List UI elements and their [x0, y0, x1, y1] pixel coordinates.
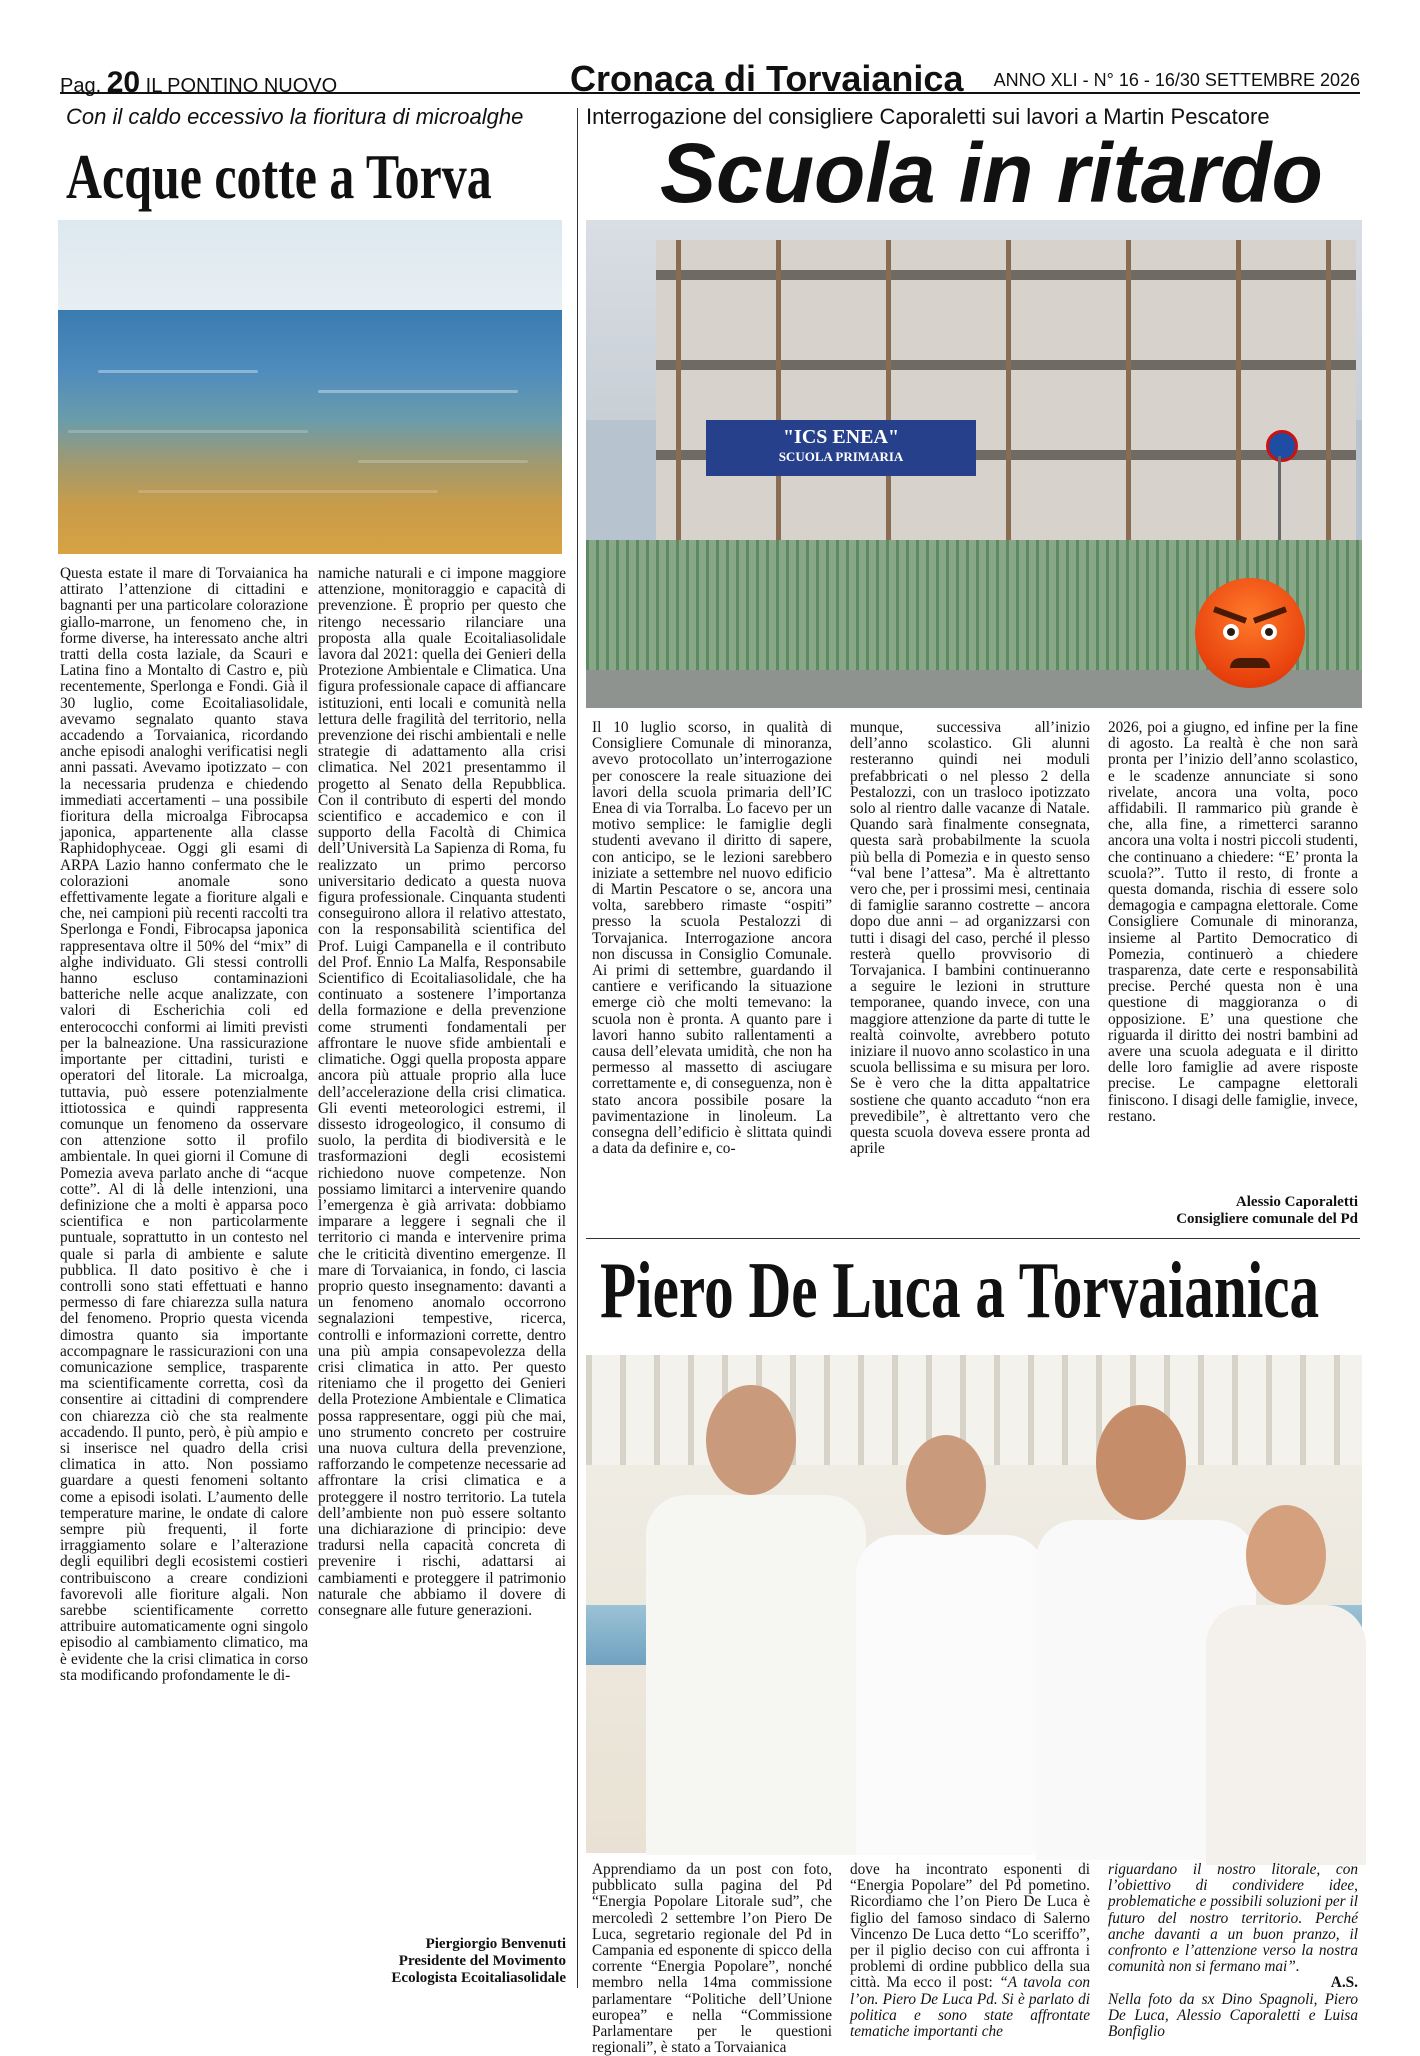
article1-author: Piergiorgio Benvenuti [425, 1936, 566, 1952]
article2-column-3 [1108, 720, 1358, 1188]
column-divider [577, 108, 578, 1988]
issue-info: ANNO XLI - N° 16 - 16/30 SETTEMBRE 2026 [993, 70, 1360, 90]
article2-column-1 [592, 720, 832, 1232]
article2-title: Scuola in ritardo [660, 126, 1323, 220]
article2-author-role: Consigliere comunale del Pd [1176, 1211, 1358, 1227]
pag-label: Pag. [60, 75, 102, 97]
article3-text-1: Apprendiamo da un post con foto, pubblicato sulla pagina del Pd “Energia Popolare Litorale sud”, che mercoledì 2 settembre l’on Piero De Luca, segretario regionale del Pd in Campania ed esponente di spicco della corrente “Energia Popolare”, nonché membro nella 14ma commissione parlamentare “Politiche dell’Unione europea” e nella “Commissione Parlamentare per le questioni regionali”, è stato a Torvaianica [592, 1861, 832, 2056]
section-title: Cronaca di Torvaianica [570, 58, 964, 99]
article2-column-2 [850, 720, 1090, 1232]
article3-column-1 [592, 1861, 832, 2056]
article3-column-3 [1108, 1861, 1358, 2041]
page-header [60, 58, 1360, 99]
article2-author: Alessio Caporaletti [1235, 1194, 1358, 1210]
article2-signature [1108, 1194, 1358, 1228]
photo-caption: Nella foto da sx Dino Spagnoli, Piero De Luca, Alessio Caporaletti e Luisa Bonfiglio [1108, 1990, 1358, 2041]
article2-text-2: munque, successiva all’inizio dell’anno scolastico. Gli alunni resteranno quindi nei moduli prefabbricati o nel plesso 2 della Pestalozzi, con un trasloco ipotizzato solo al rientro dalle vacanze di Natale. Quando sarà finalmente consegnata, questa sarà probabilmente la scuola più bella di Pomezia e in questo senso “val bene l’attesa”. Ma è altrettanto vero che, per i prossimi mesi, centinaia di famiglie saranno costrette – ancora dopo due anni – ad organizzarsi con tutti i disagi del caso, perché il plesso resterà quello provvisorio di Torvajanica. I bambini continueranno a seguire le lezioni in strutture temporanee, quando invece, con una maggiore attenzione da parte di tutte le realtà coinvolte, avrebbero potuto iniziare il nuovo anno scolastico in una scuola bellissima e su misura per loro. Se è vero che la ditta appaltatrice sostiene che quanto accaduto “non era prevedibile”, è altrettanto vero che questa scuola doveva essere pronta ad aprile [850, 719, 1090, 1158]
article3-column-2 [850, 1861, 1091, 2041]
school-sign: "ICS ENEA" SCUOLA PRIMARIA [706, 420, 976, 476]
article1-text-1: Questa estate il mare di Torvaianica ha attirato l’attenzione di cittadini e bagnanti per una particolare colorazione giallo-marrone, un fenomeno che, in forme diverse, ha interessato anche altri tratti della costa laziale, da Scauri e Latina fino a Montalto di Castro e, più recentemente, Sperlonga e Fondi. Già il 30 luglio, come Ecoitaliasolidale, avevamo segnalato quanto stava accadendo a Torvaianica, ricordando anche episodi analoghi verificatisi negli anni passati. Avevamo ipotizzato – con la necessaria prudenza e chiedendo immediati accertamenti – una possibile fioritura della microalga Fibrocapsa japonica, appartenente alla classe Raphidophyceae. Oggi gli esami di ARPA Lazio hanno confermato che le colorazioni anomale sono effettivamente legate a fioriture algali e che, nei campioni più recenti raccolti tra Sperlonga e Fondi, Fibrocapsa japonica rappresentava oltre il 50% del “mix” di alghe individuato. Gli stessi controlli hanno escluso contaminazioni batteriche nelle acque analizzate, con valori di Escherichia coli ed enterococchi conformi ai limiti previsti per la balneazione. Una rassicurazione importante per cittadini, turisti e operatori del litorale. La microalga, tuttavia, può essere potenzialmente ittiotossica e quindi rappresenta comunque un fenomeno da osservare con attenzione sotto il profilo ambientale. In quei giorni il Comune di Pomezia aveva parlato anche di “acque cotte”. Al di là delle intenzioni, una definizione che a molti è apparsa poco scientifica e non particolarmente puntuale, soprattutto in un contesto nel quale si parla di ambiente e salute pubblica. Il dato positivo è che i controlli sono stati effettuati e hanno permesso di fare chiarezza sulla natura del fenomeno. Proprio questa vicenda dimostra quanto sia importante accompagnare le rassicurazioni con una comunicazione semplice, trasparente ma scientificamente corretta, così da consentire ai cittadini di comprendere con chiarezza ciò che sta realmente accadendo. Il punto, però, è più ampio e si inserisce nel quadro della crisi climatica in atto. Non possiamo guardare a questi fenomeni soltanto come a episodi isolati. L’aumento delle temperature marine, le ondate di calore sempre più frequenti, il forte irraggiamento solare e l’alterazione degli equilibri degli ecosistemi costieri contribuiscono a creare condizioni favorevoli alle fioriture algali. Non sarebbe scientificamente corretto attribuire automaticamente ogni singolo episodio al cambiamento climatico, ma è evidente che la crisi climatica in corso sta modificando profondamente le di- [60, 565, 308, 1684]
article3-text-3: riguardano il nostro litorale, con l’obiettivo di condividere idee, problematiche e possibili soluzioni per il futuro del nostro territorio. Perché anche davanti a un buon pranzo, il confronto e l’attenzione verso la nostra comunità non si fermano mai”. [1108, 1861, 1358, 1976]
article1-column-2 [318, 566, 566, 1926]
parking-sign-icon [1266, 430, 1298, 462]
article3-text-2: dove ha incontrato esponenti di “Energia Popolare” del Pd pometino. Ricordiamo che l’on Piero De Luca è figlio del famoso sindaco di Salerno Vincenzo De Luca detto “Lo sceriffo”, per il piglio deciso con cui affronta i problemi di ordine pubblico della sua città. Ma ecco il post: [850, 1861, 1090, 1992]
article1-title: Acque cotte a Torva [66, 141, 492, 212]
article1-text-2: namiche naturali e ci impone maggiore attenzione, monitoraggio e capacità di prevenzione. È proprio per questo che ritengo necessario rilanciare una proposta alla quale Ecoitaliasolidale lavora dal 2021: quella dei Genieri della Protezione Ambientale e Climatica. Una figura professionale capace di affiancare istituzioni, enti locali e comunità nella lettura delle fragilità del territorio, nella prevenzione dei rischi ambientali e nelle strategie di adattamento alla crisi climatica. Nel 2021 presentammo il progetto al Senato della Repubblica. Con il contributo di esperti del mondo scientifico e accademico e con il supporto della Facoltà di Chimica dell’Università La Sapienza di Roma, fu realizzato un primo percorso universitario dedicato a questa nuova figura professionale. Cinquanta studenti conseguirono allora il relativo attestato, con la responsabilità scientifica del Prof. Luigi Campanella e il contributo del Prof. Ennio La Malfa, Responsabile Scientifico di Ecoitaliasolidale, che ha continuato a sostenere l’importanza della formazione e della prevenzione come strumenti fondamentali per affrontare le nuove sfide ambientali e climatiche. Oggi quella proposta appare ancora più attuale proprio alla luce dell’accelerazione della crisi climatica. Gli eventi meteorologici estremi, il dissesto idrogeologico, il consumo di suolo, la perdita di biodiversità e le trasformazioni degli ecosistemi richiedono nuove competenze. Non possiamo limitarci a intervenire quando l’emergenza è già arrivata: dobbiamo imparare a leggere i segnali che il territorio ci manda e intervenire prima che le criticità diventino emergenze. Il mare di Torvaianica, in fondo, ci lascia proprio questo insegnamento: davanti a un fenomeno anomalo occorrono segnalazioni tempestive, ricerca, controlli e informazioni corrette, dentro una più ampia consapevolezza della crisi climatica in atto. Per questo riteniamo che il progetto dei Genieri della Protezione Ambientale e Climatica possa rappresentare, oggi più che mai, uno strumento concreto per costruire una nuova cultura della prevenzione, rafforzando le competenze necessarie ad affrontare la crisi climatica e a proteggere il nostro territorio. La tutela dell’ambiente non può essere soltanto una dichiarazione di principio: deve tradursi nella capacità concreta di prevenire i rischi, adattarsi ai cambiamenti e proteggere il patrimonio naturale che abbiamo il dovere di consegnare alle future generazioni. [318, 565, 566, 1619]
article1-author-role-1: Presidente del Movimento [398, 1953, 566, 1969]
article1-signature [318, 1936, 566, 1987]
article1-author-role-2: Ecologista Ecoitaliasolidale [391, 1970, 566, 1986]
page-number-block [60, 66, 337, 100]
article2-text-3: 2026, poi a giugno, ed infine per la fine di agosto. La realtà è che non sarà pronta per l’inizio dell’anno scolastico, e le scadenze annunciate si sono rivelate, ancora una volta, poco affidabili. Il rammarico più grande è che, alla fine, a rimetterci saranno ancora una volta i nostri piccoli studenti, che continuano a chiedere: “E’ pronta la scuola?”. Tutto il resto, di fronte a questa domanda, rischia di essere solo demagogia e campagna elettorale. Come Consigliere Comunale di minoranza, insieme al Partito Democratico di Pomezia, continuerò a chiedere trasparenza, date certe e responsabilità precise. Perché questa non è una questione di maggioranza o di opposizione. E’ una questione che riguarda il diritto dei nostri bambini ad avere una scuola adeguata e il diritto delle loro famiglie ad avere risposte precise. Le campagne elettorali finiscono. I disagi delle famiglie, invece, restano. [1108, 719, 1358, 1125]
group-photo [586, 1355, 1362, 1853]
article2-kicker: Interrogazione del consigliere Caporaletti sui lavori a Martin Pescatore [586, 104, 1270, 129]
article1-kicker: Con il caldo eccessivo la fioritura di microalghe [66, 104, 524, 129]
article3-post-quote: “A tavola con l’on. Piero De Luca Pd. Si è parlato di politica e sono state affrontate tematiche importanti che [850, 1974, 1091, 2041]
article3-title: Piero De Luca a Torvaianica [600, 1247, 1320, 1335]
article2-text-1: Il 10 luglio scorso, in qualità di Consigliere Comunale di minoranza, avevo protocollato un’interrogazione per conoscere la reale situazione dei lavori della scuola primaria dell’IC Enea di via Torralba. Lo facevo per un motivo semplice: le famiglie degli studenti avevano il diritto di sapere, con anticipo, se le lezioni sarebbero iniziate a settembre nel nuovo edificio di Martin Pescatore o se, ancora una volta, sarebbero rimaste “ospiti” presso la scuola Pestalozzi di Torvajanica. Interrogazione ancora non discussa in Consiglio Comunale. Ai primi di settembre, guardando il cantiere e verificando la situazione emerge ciò che molti temevano: la scuola non è pronta. A quanto pare i lavori hanno subito rallentamenti a causa dell’elevata umidità, che non ha permesso al massetto di asciugare correttamente e, di conseguenza, non è stato ancora possibile posare la pavimentazione in linoleum. La consegna dell’edificio è slittata quindi a data da definire e, co- [592, 719, 832, 1158]
section-divider [586, 1238, 1360, 1239]
paper-name: IL PONTINO NUOVO [145, 75, 338, 97]
pag-number: 20 [106, 66, 141, 99]
article1-column-1 [60, 566, 308, 1986]
angry-face-icon [1195, 578, 1305, 688]
article3-signature: A.S. [1330, 1974, 1358, 1992]
sea-photo [58, 220, 562, 554]
